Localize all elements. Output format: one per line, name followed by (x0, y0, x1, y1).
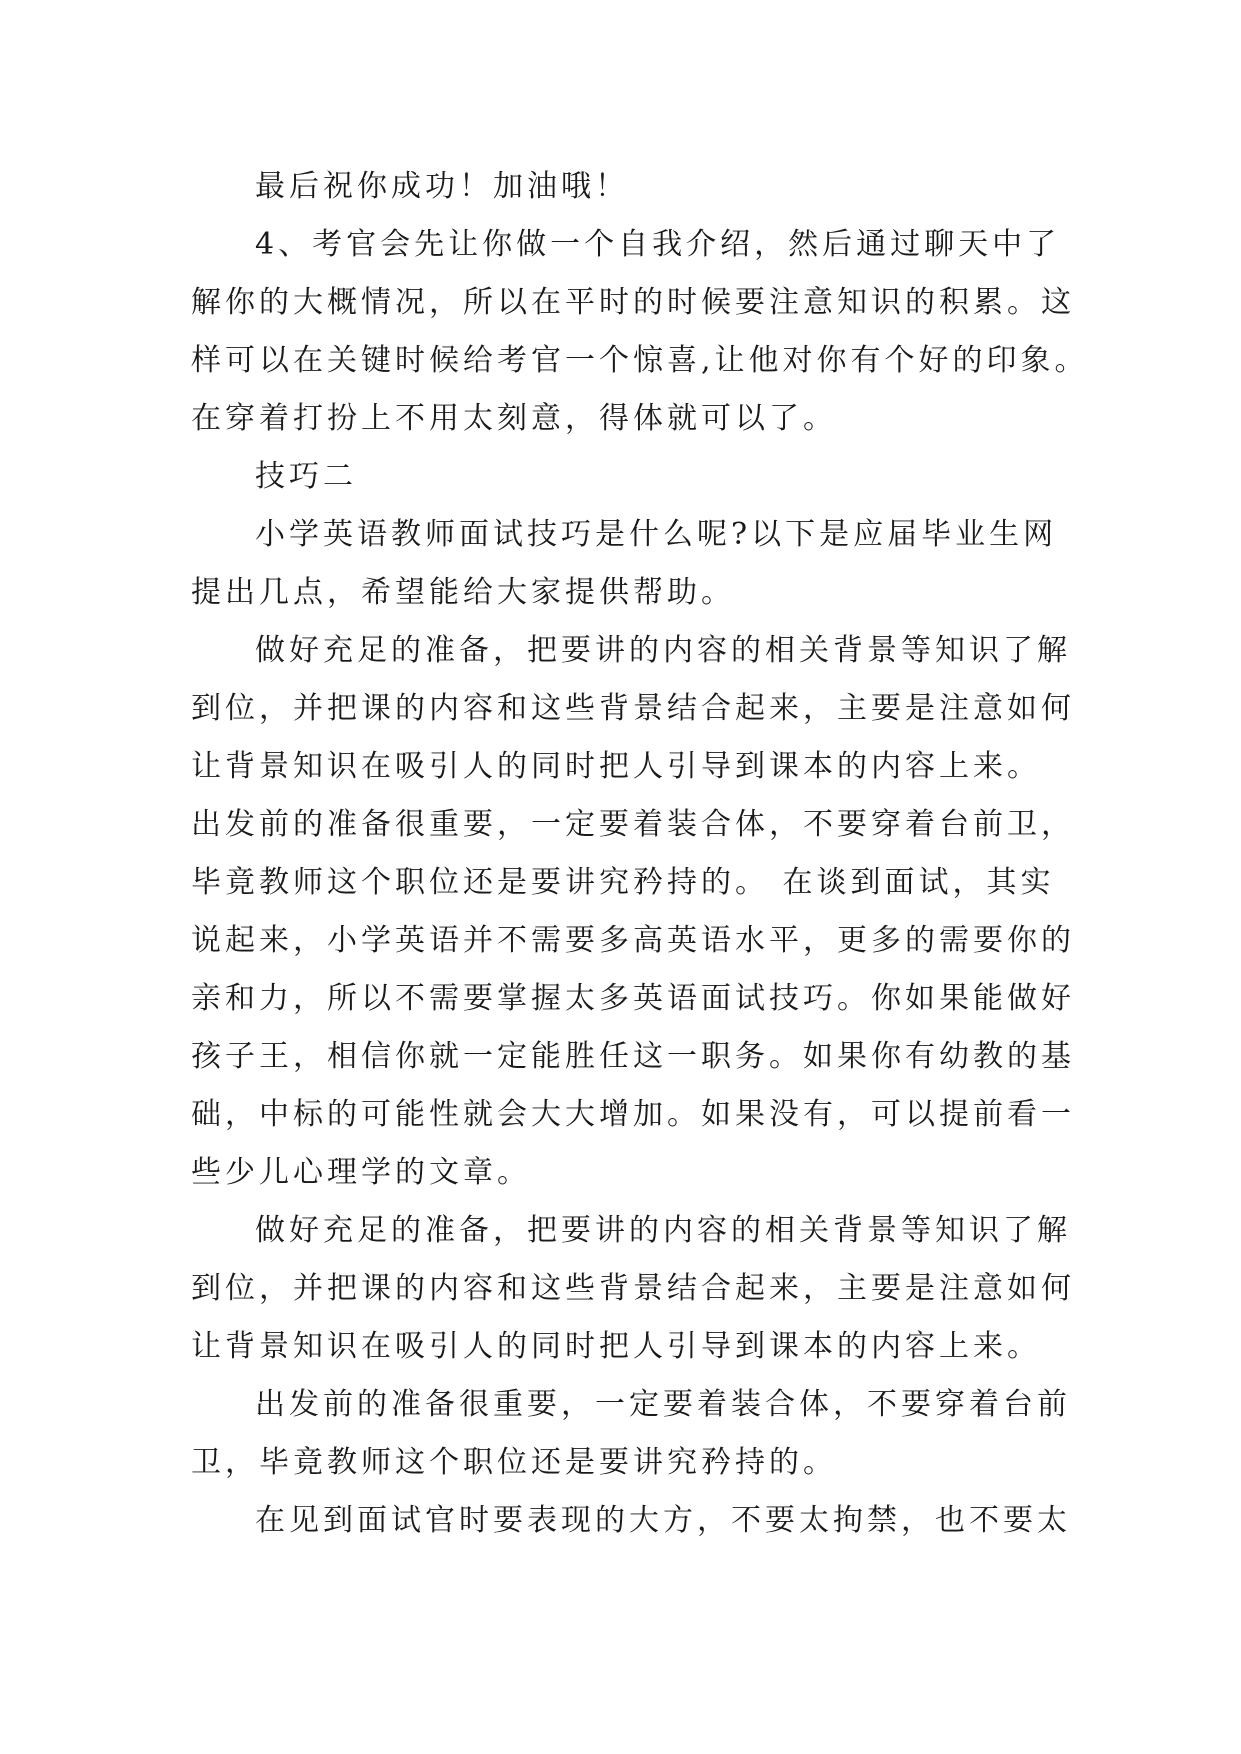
text-line: 在穿着打扮上不用太刻意，得体就可以了。 (191, 401, 837, 436)
text-line: 让背景知识在吸引人的同时把人引导到课本的内容上来。 (191, 749, 1041, 784)
text-line: 做好充足的准备，把要讲的内容的相关背景等知识了解 (255, 633, 1071, 668)
text-line: 出发前的准备很重要，一定要着装合体，不要穿着台前卫， (191, 807, 1075, 842)
text-line: 让背景知识在吸引人的同时把人引导到课本的内容上来。 (191, 1329, 1041, 1364)
text-line: 样可以在关键时候给考官一个惊喜,让他对你有个好的印象。 (191, 343, 1089, 378)
text-line: 最后祝你成功！加油哦！ (255, 169, 629, 204)
text-line: 毕竟教师这个职位还是要讲究矜持的。 在谈到面试，其实 (191, 865, 1055, 900)
document-body (191, 158, 1089, 1550)
text-line: 做好充足的准备，把要讲的内容的相关背景等知识了解 (255, 1213, 1071, 1248)
text-line: 小学英语教师面试技巧是什么呢?以下是应届毕业生网 (255, 517, 1058, 552)
text-line: 孩子王，相信你就一定能胜任这一职务。如果你有幼教的基 (191, 1039, 1075, 1074)
text-line: 亲和力，所以不需要掌握太多英语面试技巧。你如果能做好 (191, 981, 1075, 1016)
text-line: 提出几点，希望能给大家提供帮助。 (191, 575, 735, 610)
section-heading: 技巧二 (255, 459, 357, 494)
text-line: 出发前的准备很重要，一定要着装合体，不要穿着台前 (255, 1387, 1071, 1422)
text-line: 解你的大概情况，所以在平时的时候要注意知识的积累。这 (191, 285, 1075, 320)
text-line: 些少儿心理学的文章。 (191, 1155, 531, 1190)
text-line: 4、考官会先让你做一个自我介绍，然后通过聊天中了 (255, 227, 1061, 262)
text-line: 到位，并把课的内容和这些背景结合起来，主要是注意如何 (191, 1271, 1075, 1306)
text-line: 础，中标的可能性就会大大增加。如果没有，可以提前看一 (191, 1097, 1075, 1132)
text-line: 在见到面试官时要表现的大方，不要太拘禁，也不要太 (255, 1503, 1071, 1538)
text-line: 说起来，小学英语并不需要多高英语水平，更多的需要你的 (191, 923, 1075, 958)
text-line: 到位，并把课的内容和这些背景结合起来，主要是注意如何 (191, 691, 1075, 726)
text-line: 卫，毕竟教师这个职位还是要讲究矜持的。 (191, 1445, 837, 1480)
